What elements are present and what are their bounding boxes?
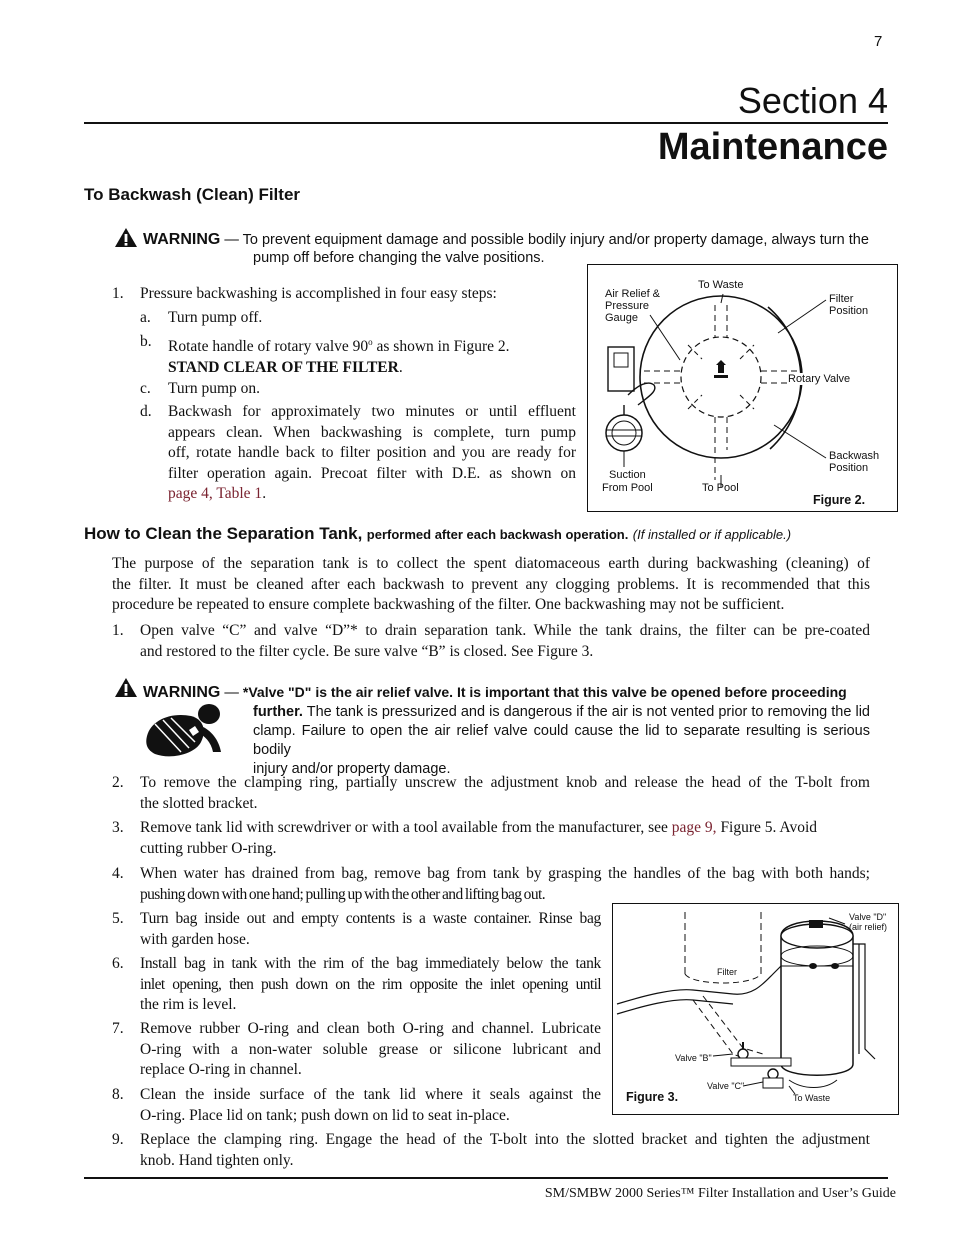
list-item: 3. Remove tank lid with screwdriver or with a tool available from the manufacturer, see page 9, Figure 5. Avoid cutting rubber O-ring.	[112, 819, 818, 857]
warning-dash: —	[224, 232, 239, 248]
list-item: 4. When water has drained from bag, remove bag from tank by grasping the handles of the bag with both hands; pushing down with one hand; pulling up with the other and lifting bag out.	[112, 865, 870, 903]
list-letter: d.	[140, 403, 152, 420]
list-letter: c.	[140, 380, 151, 397]
separation-tank-diagram	[613, 904, 898, 1114]
suction-from-pool-label: Suction From Pool	[602, 469, 653, 494]
list-letter: b.	[140, 333, 152, 350]
rotary-valve-label: Rotary Valve	[788, 373, 851, 385]
warning-text-line2: pump off before changing the valve positions.	[253, 250, 545, 266]
to-pool-label: To Pool	[702, 482, 739, 494]
list-text: Turn pump on.	[168, 380, 261, 397]
warning-label: WARNING	[143, 231, 221, 248]
separation-intro: The purpose of the separation tank is to collect the spent diatomaceous earth during backwashing (cleaning) of the filter. It must be cleaned after each backwash to prevent any clogging problems. It is recommended that this procedure be repeated to ensure complete backwashing of the filter. One backwashing may not be sufficient.	[112, 555, 870, 613]
filter-position-label: Filter Position	[829, 293, 869, 317]
list-item	[140, 332, 576, 376]
list-text: Pressure backwashing is accomplished in four easy steps:	[140, 285, 497, 302]
footer-rule	[84, 1177, 888, 1179]
list-item	[140, 402, 576, 506]
list-item	[140, 379, 576, 401]
page-title: Maintenance	[657, 126, 888, 168]
page-4-table-1-link[interactable]: page 4, Table 1	[168, 485, 263, 502]
list-item: 5. Turn bag inside out and empty contents is a waste container. Rinse bag with garden hose.	[112, 910, 601, 948]
list-text: Rotate handle of rotary valve 90$^o$ as shown in Figure 2. STAND CLEAR OF THE FILTER.	[168, 337, 510, 376]
figure-3-caption: Figure 3.	[626, 1090, 679, 1104]
separation-heading: How to Clean the Separation Tank, performed after each backwash operation. (If installed or if applicable.)	[84, 524, 792, 543]
section-label: Section 4	[737, 80, 888, 121]
footer-text: SM/SMBW 2000 Series™ Filter Installation and User’s Guide	[544, 1186, 896, 1201]
backwash-warning	[143, 230, 873, 250]
warning-triangle-icon	[114, 227, 138, 248]
figure-3	[612, 903, 899, 1115]
warning-triangle-icon	[114, 677, 138, 698]
page-number: 7	[874, 33, 883, 50]
list-letter: a.	[140, 309, 151, 326]
list-text: Backwash for approximately two minutes or until effluent appears clean. When backwashing is complete, turn pump off, rotate handle back to filter position and you are ready for filter operation again. Precoat filter with D.E. as shown on page 4, Table 1.	[168, 403, 576, 502]
to-waste-label: To Waste	[793, 1093, 831, 1103]
list-item	[112, 284, 582, 306]
list-item: 1. Open valve “C” and valve “D”* to drain separation tank. While the tank drains, the filter can be pre-coated and restored to the filter cycle. Be sure valve “B” is closed. See Figure 3.	[112, 622, 870, 660]
backwash-heading: To Backwash (Clean) Filter	[84, 185, 301, 204]
air-relief-label: Air Relief & Pressure Gauge	[605, 288, 661, 324]
valve-d-label: Valve "D" (air relief)	[849, 912, 888, 932]
flying-lid-hazard-icon	[141, 702, 225, 762]
warning-text-line1: To prevent equipment damage and possible bodily injury and/or property damage, always turn the	[242, 232, 869, 248]
page-9-link[interactable]: page 9,	[671, 819, 717, 836]
valve-c-label: Valve "C"	[707, 1081, 745, 1091]
figure-2-caption: Figure 2.	[813, 493, 866, 507]
list-item	[140, 308, 576, 330]
list-text: Turn pump off.	[168, 309, 263, 326]
list-item: 8. Clean the inside surface of the tank lid where it seals against the O-ring. Place lid on tank; push down on lid to seat in-place.	[112, 1086, 601, 1124]
list-item: 6. Install bag in tank with the rim of the bag immediately below the tank inlet opening, then push down on the rim opposite the inlet opening until the rim is level.	[112, 955, 601, 1013]
filter-label: Filter	[717, 967, 737, 977]
to-waste-label: To Waste	[698, 279, 744, 291]
list-item: 7. Remove rubber O-ring and clean both O-ring and channel. Lubricate O-ring with a non-water soluble grease or silicone lubricant and replace O-ring in channel.	[112, 1020, 601, 1078]
backwash-position-label: Backwash Position	[829, 450, 880, 474]
separation-warning-body: further. The tank is pressurized and is dangerous if the air is not vented prior to removing the lid clamp. Failure to open the air relief valve could cause the lid to separate resulting is serious bodily injury and/or property damage.	[253, 704, 870, 777]
list-item: 9. Replace the clamping ring. Engage the head of the T-bolt into the slotted bracket and tighten the adjustment knob. Hand tighten only.	[112, 1131, 870, 1169]
separation-warning: WARNING — *Valve "D" is the air relief valve. It is important that this valve be opened before proceeding	[143, 684, 847, 701]
list-item: 2. To remove the clamping ring, partially unscrew the adjustment knob and release the head of the T-bolt from the slotted bracket.	[112, 774, 870, 812]
list-number: 1.	[112, 285, 124, 302]
figure-2	[587, 264, 898, 512]
valve-b-label: Valve "B"	[675, 1053, 712, 1063]
